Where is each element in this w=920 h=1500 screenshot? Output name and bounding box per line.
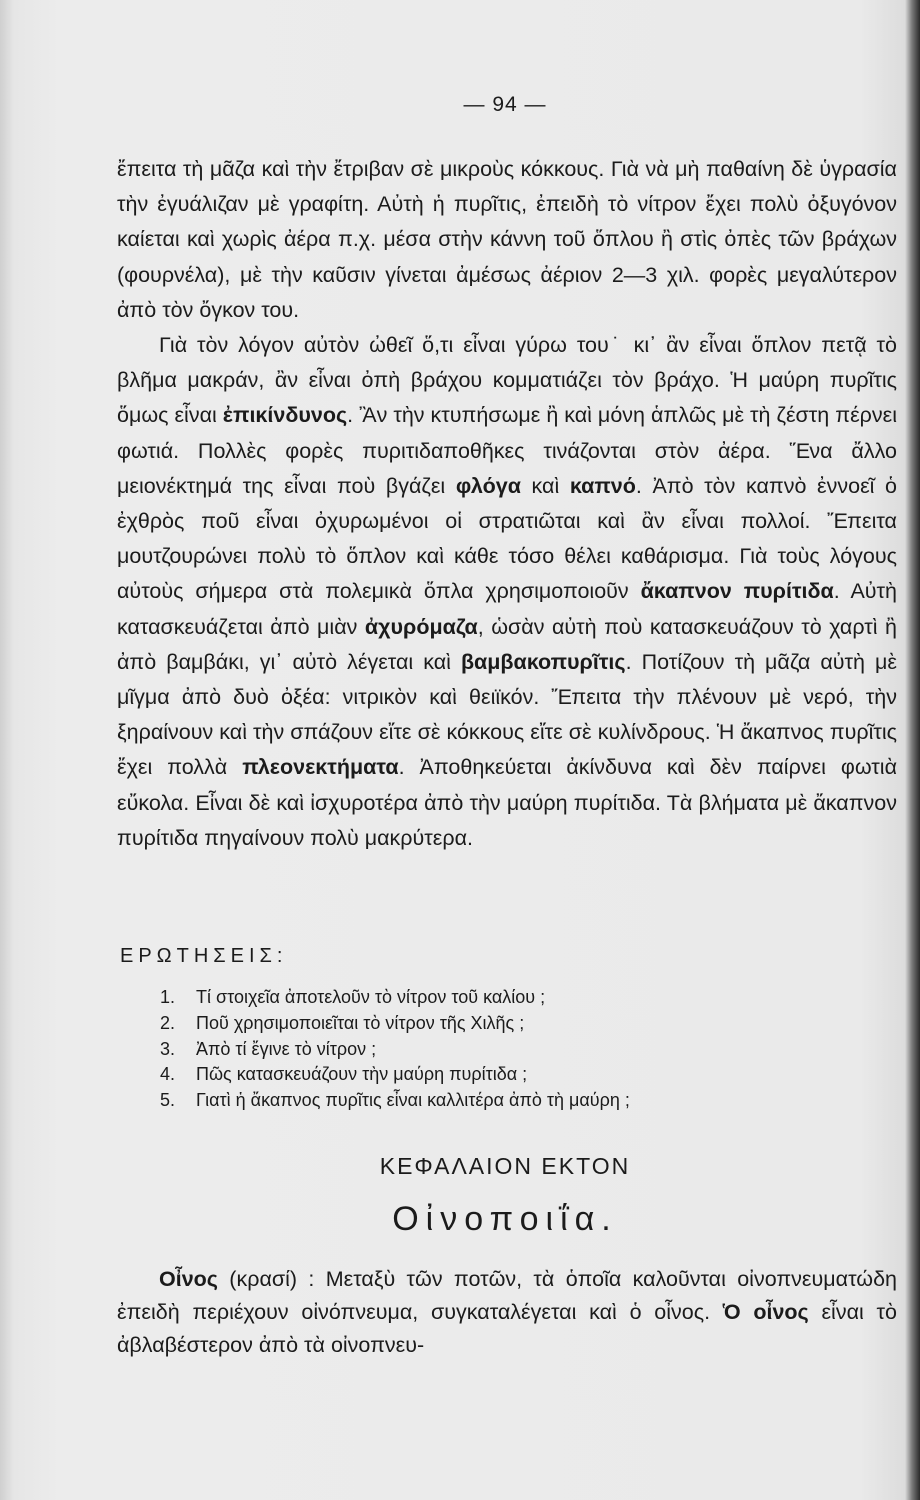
paragraph-1: ἔπειτα τὴ μᾶζα καὶ τὴν ἔτριβαν σὲ μικροὺς κόκκους. Γιὰ νὰ μὴ παθαίνη δὲ ὑγρασία τὴν ἐγυάλιζαν μὲ γραφίτη. Αὐτὴ ἡ πυρῖτις, ἐπειδὴ τὸ νίτρον ἔχει πολὺ ὀξυγόνον καίεται καὶ χωρὶς ἀέρα π.χ. μέσα στὴν κάννη τοῦ ὅπλου ἢ στὶς ὀπὲς τῶν βράχων (φουρνέλα), μὲ τὴν καῦσιν γίνεται ἀμέσως ἀέριον 2—3 χιλ. φορὲς μεγαλύτερον ἀπὸ τὸν ὄγκον του. xyxy=(117,157,897,322)
bold-term: Οἶνος xyxy=(159,1267,218,1291)
chapter-label: ΚΕΦΑΛΑΙΟΝ ΕΚΤΟΝ xyxy=(379,1153,631,1179)
questions-heading: ΕΡΩΤΗΣΕΙΣ: xyxy=(120,945,288,967)
bold-term: Ὁ οἶνος xyxy=(722,1300,809,1324)
body-text xyxy=(117,152,897,856)
page-number: — 94 — xyxy=(463,93,547,116)
questions-list xyxy=(160,985,860,1114)
question-item: 5. Γιατὶ ἡ ἄκαπνος πυρῖτις εἶναι καλλιτέρα ἀπὸ τὴ μαύρη ; xyxy=(160,1090,630,1111)
question-item: 4. Πῶς κατασκευάζουν τὴν μαύρη πυρίτιδα ; xyxy=(160,1064,528,1085)
question-item: 1. Τί στοιχεῖα ἀποτελοῦν τὸ νίτρον τοῦ καλίου ; xyxy=(160,987,546,1007)
paragraph-2: Γιὰ τὸν λόγον αὐτὸν ὠθεῖ ὅ,τι εἶναι γύρω του˙ κι᾿ ἂν εἶναι ὅπλον πετᾷ τὸ βλῆμα μακράν, ἂν εἶναι ὀπὴ βράχου κομματιάζει τὸν βράχο. Ἡ μαύρη πυρῖτις ὅμως εἶναι ἐπικίνδυνος. Ἂν τὴν κτυπήσωμε ἢ καὶ μόνη ἁπλῶς μὲ τὴ ζέστη πέρνει φωτιά. Πολλὲς φορὲς πυριτιδαποθῆκες τινάζονται στὸν ἀέρα. Ἕνα ἄλλο μειονέκτημά της εἶναι ποὺ βγάζει φλόγα καὶ καπνό. Ἀπὸ τὸν καπνὸ ἐννοεῖ ὁ ἐχθρὸς ποῦ εἶναι ὀχυρωμένοι οἱ στρατιῶται καὶ ἂν εἶναι πολλοί. Ἔπειτα μουτζουρώνει πολὺ τὸ ὅπλον καὶ κάθε τόσο θέλει καθάρισμα. Γιὰ τοὺς λόγους αὐτοὺς σήμερα στὰ πολεμικὰ ὅπλα χρησιμοποιοῦν ἄκαπνον πυρίτιδα. Αὐτὴ κατασκευάζεται ἀπὸ μιὰν ἀχυρόμαζα, ὡσὰν αὐτὴ ποὺ κατασκευάζουν τὸ χαρτὶ ἢ ἀπὸ βαμβάκι, γι᾿ αὐτὸ λέγεται καὶ βαμβακοπυρῖτις. Ποτίζουν τὴ μᾶζα αὐτὴ μὲ μῖγμα ἀπὸ δυὸ ὀξέα: νιτρικὸν καὶ θειϊκόν. Ἔπειτα τὴν πλένουν μὲ νερό, τὴν ξηραίνουν καὶ τὴν σπάζουν εἴτε σὲ κόκκους εἴτε σὲ κυλίνδρους. Ἡ ἄκαπνος πυρῖτις ἔχει πολλὰ πλεονεκτήματα. Ἀποθηκεύεται ἀκίνδυνα καὶ δὲν παίρνει φωτιὰ εὔκολα. Εἶναι δὲ καὶ ἰσχυροτέρα ἀπὸ τὴν μαύρη πυρίτιδα. Τὰ βλήματα μὲ ἄκαπνον πυρίτιδα πηγαίνουν πολὺ μακρύτερα. xyxy=(117,333,898,850)
bold-term: ἀχυρόμαζα xyxy=(364,614,478,639)
chapter-paragraph: Οἶνος (κρασί) : Μεταξὺ τῶν ποτῶν, τὰ ὁποῖα καλοῦνται οἰνοπνευματώδη ἐπειδὴ περιέχουν οἰνόπνευμα, συγκαταλέγεται καὶ ὁ οἶνος. Ὁ οἶνος εἶναι τὸ ἀβλαβέστερον ἀπὸ τὰ οἰνοπνευ- xyxy=(117,1267,897,1357)
bold-term: πλεονεκτήματα xyxy=(242,755,399,780)
bold-term: ἐπικίνδυνος xyxy=(222,403,348,428)
question-item: 3. Ἀπὸ τί ἔγινε τὸ νίτρον ; xyxy=(160,1038,377,1059)
bold-term: φλόγα xyxy=(455,473,521,498)
chapter-title: Οἰνοποιΐα. xyxy=(392,1200,618,1238)
bold-term: βαμβακοπυρῖτις xyxy=(460,649,626,674)
question-item: 2. Ποῦ χρησιμοποιεῖται τὸ νίτρον τῆς Χιλῆς ; xyxy=(160,1012,525,1033)
bold-term: καπνό xyxy=(569,473,636,498)
chapter-body xyxy=(117,1263,897,1362)
bold-term: ἄκαπνον πυρίτιδα xyxy=(640,579,834,604)
